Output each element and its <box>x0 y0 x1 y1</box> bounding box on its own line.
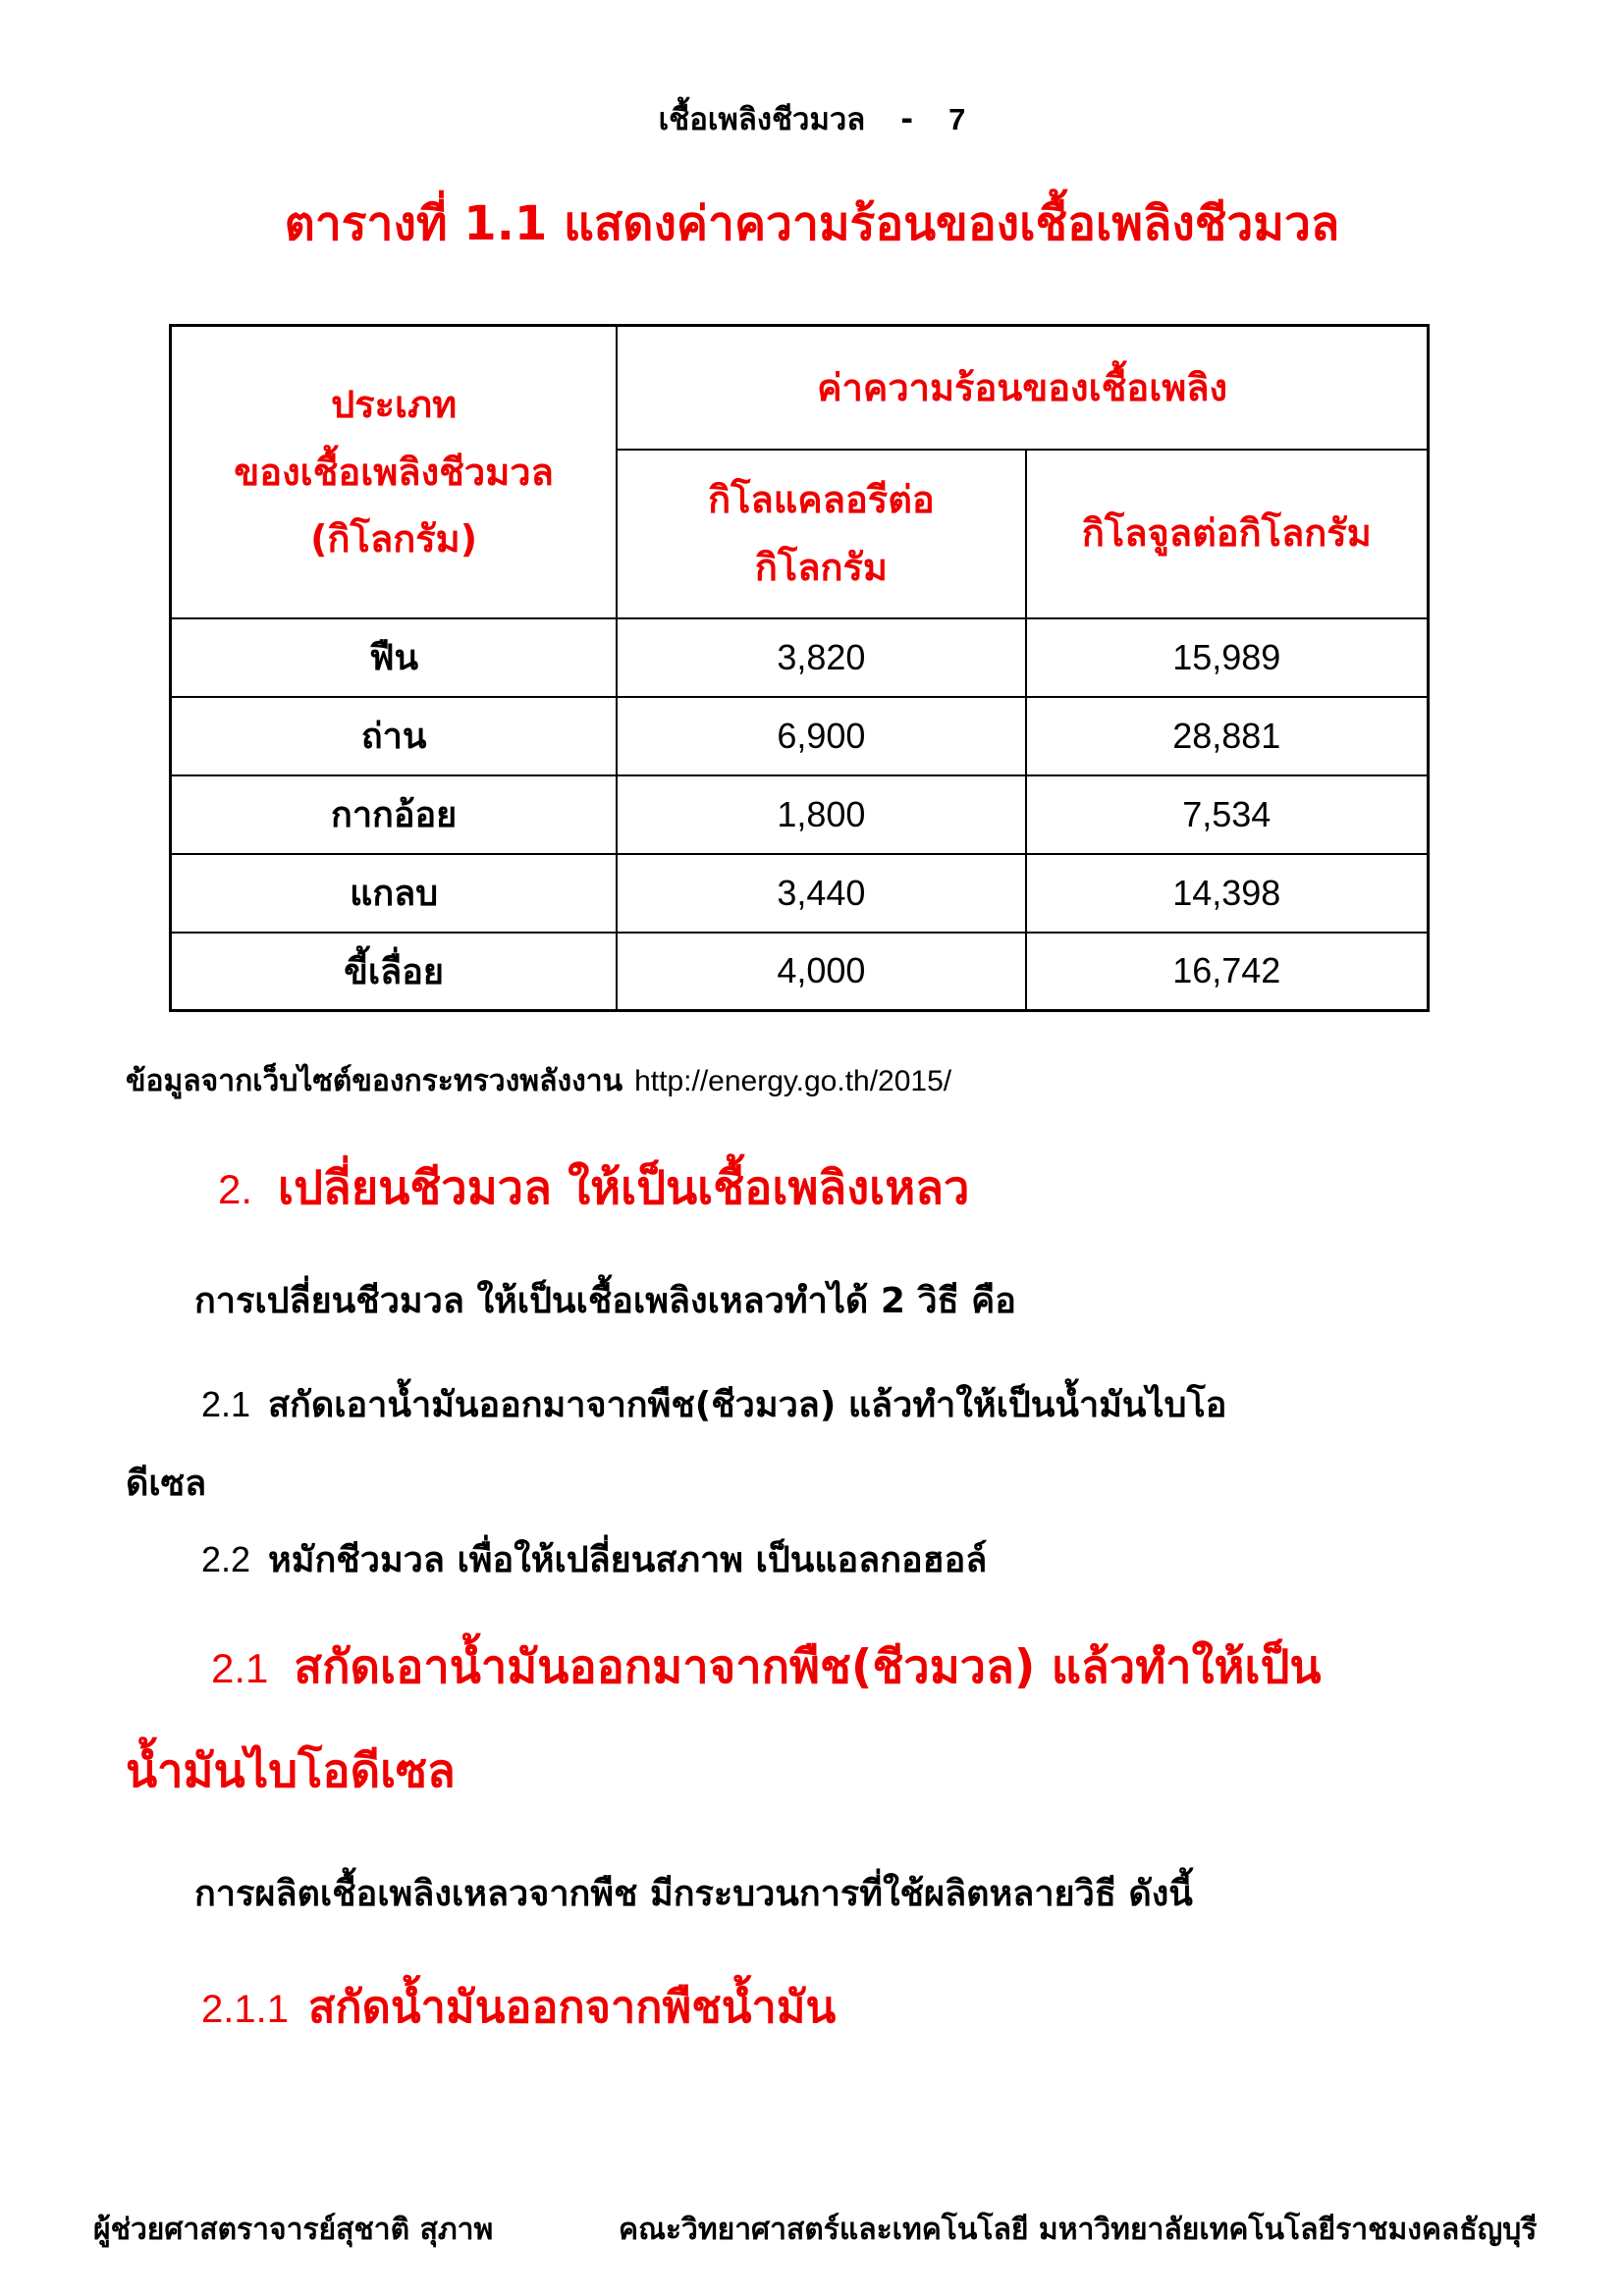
fuel-name-cell: กากอ้อย <box>171 775 618 854</box>
item-2-2-number: 2.2 <box>201 1539 251 1579</box>
table-title: ตารางที่ 1.1 แสดงค่าความร้อนของเชื้อเพลิงชีวมวล <box>284 196 1340 251</box>
heat-value-header-cell <box>617 326 1428 450</box>
source-note-text: ข้อมูลจากเว็บไซต์ของกระทรวงพลังงาน <box>126 1064 623 1098</box>
section-2-1-1-heading <box>201 1971 836 2042</box>
section-2-1-1-number: 2.1.1 <box>201 1988 289 2031</box>
footer-affiliation: คณะวิทยาศาสตร์และเทคโนโลยี มหาวิทยาลัยเทคโนโลยีราชมงคลธัญบุรี <box>619 2213 1538 2247</box>
section-2-heading-text: เปลี่ยนชีวมวล ให้เป็นเชื้อเพลิงเหลว <box>278 1161 970 1215</box>
source-note <box>126 1058 951 1104</box>
kj-value-cell: 16,742 <box>1026 933 1429 1011</box>
kcal-value-cell: 3,440 <box>617 854 1025 933</box>
section-2-1-heading <box>211 1629 1322 1703</box>
kcal-value-cell: 6,900 <box>617 697 1025 775</box>
section-2-intro: การเปลี่ยนชีวมวล ให้เป็นเชื้อเพลิงเหลวทำได้ 2 วิธี คือ <box>194 1281 1016 1321</box>
section-2-1-1-heading-text: สกัดน้ำมันออกจากพืชน้ำมัน <box>307 1981 837 2033</box>
heat-value-header: ค่าความร้อนของเชื้อเพลิง <box>817 365 1228 409</box>
table-row <box>171 618 1429 697</box>
footer-author: ผู้ช่วยศาสตราจารย์สุชาติ สุภาพ <box>93 2213 494 2247</box>
item-2-2-line: หมักชีวมวล เพื่อให้เปลี่ยนสภาพ เป็นแอลกอฮอล์ <box>268 1540 988 1580</box>
fuel-type-header-line3: (กิโลกรัม) <box>310 516 478 561</box>
item-2-1-line2: ดีเซล <box>126 1464 207 1504</box>
unit-kj-header: กิโลจูลต่อกิโลกรัม <box>1081 511 1372 556</box>
heating-value-table <box>169 324 1430 1012</box>
kcal-value-cell: 3,820 <box>617 618 1025 697</box>
unit-kcal-line2: กิโลกรัม <box>754 545 888 589</box>
table-row <box>171 933 1429 1011</box>
section-2-1-body: การผลิตเชื้อเพลิงเหลวจากพืช มีกระบวนการที่ใช้ผลิตหลายวิธี ดังนี้ <box>194 1874 1193 1914</box>
item-2-1-text <box>201 1376 1226 1432</box>
section-2-1-heading-line2: น้ำมันไบโอดีเซล <box>126 1744 456 1798</box>
fuel-name-cell: แกลบ <box>171 854 618 933</box>
item-2-1-line1: สกัดเอาน้ำมันออกมาจากพืช(ชีวมวล) แล้วทำให้เป็นน้ำมันไบโอ <box>268 1385 1227 1425</box>
section-2-number: 2. <box>218 1166 253 1212</box>
fuel-name-cell: ขี้เลื่อย <box>171 933 618 1011</box>
fuel-type-header-line2: ของเชื้อเพลิงชีวมวล <box>234 450 554 494</box>
table-row <box>171 854 1429 933</box>
unit-kcal-header-cell <box>617 450 1025 618</box>
item-2-2-text <box>201 1531 987 1587</box>
kj-value-cell: 14,398 <box>1026 854 1429 933</box>
kj-value-cell: 7,534 <box>1026 775 1429 854</box>
source-url: http://energy.go.th/2015/ <box>634 1065 952 1097</box>
item-2-1-number: 2.1 <box>201 1384 251 1424</box>
section-2-heading <box>218 1150 969 1224</box>
page-header-title: เชื้อเพลิงชีวมวล <box>658 102 866 137</box>
unit-kcal-line1: กิโลแคลอรีต่อ <box>708 478 935 522</box>
fuel-type-header-cell <box>171 326 618 618</box>
section-2-1-number: 2.1 <box>211 1645 269 1691</box>
page-header-separator: - <box>900 102 914 137</box>
fuel-type-header-line1: ประเภท <box>331 383 458 427</box>
heating-value-table-wrapper <box>169 324 1430 1012</box>
fuel-name-cell: ถ่าน <box>171 697 618 775</box>
page-header <box>0 94 1624 143</box>
fuel-name-cell: ฟืน <box>171 618 618 697</box>
section-2-1-heading-line1: สกัดเอาน้ำมันออกมาจากพืช(ชีวมวล) แล้วทำให้เป็น <box>294 1640 1322 1694</box>
kj-value-cell: 28,881 <box>1026 697 1429 775</box>
kcal-value-cell: 1,800 <box>617 775 1025 854</box>
unit-kj-header-cell <box>1026 450 1429 618</box>
table-row <box>171 775 1429 854</box>
kcal-value-cell: 4,000 <box>617 933 1025 1011</box>
table-row <box>171 697 1429 775</box>
page-number: 7 <box>948 102 966 136</box>
kj-value-cell: 15,989 <box>1026 618 1429 697</box>
